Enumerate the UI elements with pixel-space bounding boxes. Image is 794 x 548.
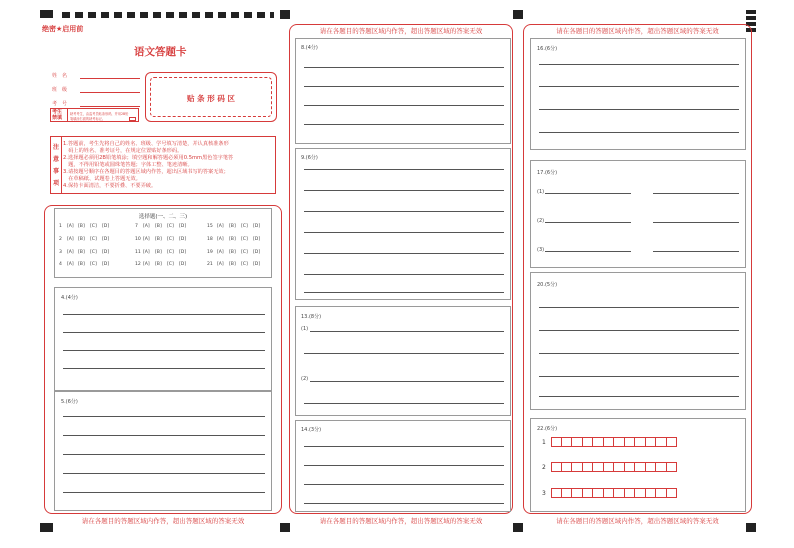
choice-question-number: 1 <box>59 224 62 229</box>
choice-option-bubble[interactable]: [D] <box>253 237 261 242</box>
timing-mark <box>513 10 523 19</box>
question-17-part-3: (3) <box>537 247 545 253</box>
choice-option-bubble[interactable]: [D] <box>102 250 110 255</box>
name-field[interactable] <box>80 78 140 79</box>
choice-option-bubble[interactable]: [D] <box>102 262 110 267</box>
timing-strip <box>62 12 274 18</box>
class-label: 班 级 <box>52 87 68 93</box>
choice-option-bubble[interactable]: [C] <box>90 250 97 255</box>
question-22-grid-3[interactable] <box>551 488 677 498</box>
notes-item: 3.请按题号顺序在各题目的答题区域内作答，超出区域书写的答案无效； <box>63 169 229 175</box>
timing-mark <box>40 10 53 18</box>
question-20-label: 20.(5分) <box>537 282 558 288</box>
question-17-box[interactable] <box>530 160 746 268</box>
choice-option-bubble[interactable]: [C] <box>90 237 97 242</box>
choice-question-number: 19 <box>207 250 213 255</box>
choice-question-number: 2 <box>59 237 62 242</box>
question-5-label: 5.(6分) <box>61 399 78 405</box>
choice-option-bubble[interactable]: [D] <box>253 262 261 267</box>
absent-mark-box[interactable] <box>129 117 136 121</box>
question-13-box[interactable] <box>295 306 511 416</box>
question-17-part-2: (2) <box>537 218 545 224</box>
question-16-label: 16.(6分) <box>537 46 558 52</box>
choice-question-number: 11 <box>135 250 141 255</box>
question-13-label: 13.(8分) <box>301 314 322 320</box>
question-5-box[interactable] <box>54 391 272 511</box>
choice-question-number: 4 <box>59 262 62 267</box>
notes-item: 题，不得用铅笔或圆珠笔答题；字体工整、笔迹清晰。 <box>63 162 193 168</box>
choice-option-bubble[interactable]: [B] <box>78 237 85 242</box>
choice-option-bubble[interactable]: [C] <box>167 237 174 242</box>
choice-option-bubble[interactable]: [A] <box>217 237 224 242</box>
question-22-row-label: 2 <box>542 464 546 471</box>
choice-option-bubble[interactable]: [C] <box>167 262 174 267</box>
choice-option-bubble[interactable]: [C] <box>167 224 174 229</box>
notice-footer: 请在各题目的答题区域内作答，超出答题区域的答案无效 <box>319 517 483 525</box>
choice-option-bubble[interactable]: [A] <box>217 224 224 229</box>
choice-option-bubble[interactable]: [C] <box>167 250 174 255</box>
choice-option-bubble[interactable]: [C] <box>241 224 248 229</box>
choice-option-bubble[interactable]: [D] <box>179 262 187 267</box>
class-field[interactable] <box>80 92 140 93</box>
choice-option-bubble[interactable]: [B] <box>155 250 162 255</box>
choice-option-bubble[interactable]: [A] <box>143 224 150 229</box>
choice-option-bubble[interactable]: [A] <box>217 262 224 267</box>
question-8-box[interactable] <box>295 38 511 144</box>
choice-question-number: 7 <box>135 224 138 229</box>
barcode-label: 贴 条 形 码 区 <box>187 94 235 103</box>
choice-option-bubble[interactable]: [B] <box>155 237 162 242</box>
notes-item: 1.答题前，考生先将自己的姓名、班级、学号填写清楚，并认真核准条形 <box>63 141 229 147</box>
question-4-label: 4.(4分) <box>61 295 78 301</box>
choice-option-bubble[interactable]: [D] <box>253 250 261 255</box>
notes-item: 码上的姓名、准考证号，在规定位置贴好条形码。 <box>63 148 183 154</box>
choice-option-bubble[interactable]: [A] <box>143 262 150 267</box>
question-8-label: 8.(4分) <box>301 45 318 51</box>
forbidden-label: 考生禁填 <box>52 109 63 121</box>
notes-label: 注意事项 <box>53 144 60 187</box>
page-title: 语文答题卡 <box>134 46 187 58</box>
choice-option-bubble[interactable]: [B] <box>229 262 236 267</box>
question-22-row-label: 1 <box>542 439 546 446</box>
question-9-box[interactable] <box>295 148 511 300</box>
choice-question-number: 12 <box>135 262 141 267</box>
question-22-row-label: 3 <box>542 490 546 497</box>
question-13-part-2: (2) <box>301 376 309 382</box>
choice-option-bubble[interactable]: [A] <box>67 262 74 267</box>
choice-option-bubble[interactable]: [C] <box>241 262 248 267</box>
notes-item: 4.保持卡面清洁，不要折叠、不要弄破。 <box>63 183 157 189</box>
notice-header: 请在各题目的答题区域内作答，超出答题区域的答案无效 <box>556 27 719 35</box>
choice-option-bubble[interactable]: [A] <box>67 237 74 242</box>
name-label: 姓 名 <box>52 73 68 79</box>
notes-item: 2.选择题必须用2B铅笔填涂；填空题和解答题必须用0.5mm黑色签字笔答 <box>63 155 234 161</box>
choice-option-bubble[interactable]: [D] <box>253 224 261 229</box>
exam-no-field[interactable] <box>80 106 140 107</box>
choice-option-bubble[interactable]: [C] <box>90 262 97 267</box>
secret-label: 绝密★启用前 <box>42 25 84 33</box>
notice-header: 请在各题目的答题区域内作答，超出答题区域的答案无效 <box>319 27 483 35</box>
choice-option-bubble[interactable]: [B] <box>229 250 236 255</box>
choice-section <box>54 208 272 278</box>
question-20-box[interactable] <box>530 272 746 410</box>
choice-option-bubble[interactable]: [D] <box>102 224 110 229</box>
question-13-part-1: (1) <box>301 326 309 332</box>
choice-title: 选择题(一、二、三) <box>138 214 188 220</box>
choice-option-bubble[interactable]: [D] <box>179 224 187 229</box>
choice-option-bubble[interactable]: [A] <box>143 237 150 242</box>
notes-item: 在草稿纸、试题卷上答题无效。 <box>63 176 141 182</box>
question-16-box[interactable] <box>530 38 746 150</box>
choice-question-number: 15 <box>207 224 213 229</box>
notice-footer: 请在各题目的答题区域内作答，超出答题区域的答案无效 <box>556 517 719 525</box>
choice-option-bubble[interactable]: [B] <box>229 237 236 242</box>
question-22-label: 22.(6分) <box>537 426 558 432</box>
question-14-box[interactable] <box>295 420 511 512</box>
choice-option-bubble[interactable]: [B] <box>78 250 85 255</box>
exam-no-label: 考 号 <box>52 101 68 107</box>
question-22-box[interactable] <box>530 418 746 512</box>
choice-option-bubble[interactable]: [A] <box>67 224 74 229</box>
choice-question-number: 3 <box>59 250 62 255</box>
choice-option-bubble[interactable]: [B] <box>78 262 85 267</box>
choice-question-number: 10 <box>135 237 141 242</box>
choice-option-bubble[interactable]: [B] <box>229 224 236 229</box>
choice-option-bubble[interactable]: [A] <box>67 250 74 255</box>
question-22-grid-1[interactable] <box>551 437 677 447</box>
choice-option-bubble[interactable]: [D] <box>102 237 110 242</box>
question-14-label: 14.(3分) <box>301 427 322 433</box>
choice-option-bubble[interactable]: [B] <box>155 224 162 229</box>
forbidden-box <box>50 108 139 122</box>
choice-question-number: 18 <box>207 237 213 242</box>
timing-mark <box>280 10 290 19</box>
choice-option-bubble[interactable]: [D] <box>179 250 187 255</box>
choice-option-bubble[interactable]: [C] <box>241 250 248 255</box>
choice-option-bubble[interactable]: [A] <box>143 250 150 255</box>
choice-option-bubble[interactable]: [C] <box>90 224 97 229</box>
choice-option-bubble[interactable]: [A] <box>217 250 224 255</box>
question-22-grid-2[interactable] <box>551 462 677 472</box>
question-4-box[interactable] <box>54 287 272 391</box>
question-17-part-1: (1) <box>537 189 545 195</box>
choice-question-number: 21 <box>207 262 213 267</box>
barcode-area <box>145 72 277 122</box>
forbidden-text: 笔填涂右面的缺考标记。 <box>70 117 106 121</box>
notice-footer: 请在各题目的答题区域内作答，超出答题区域的答案无效 <box>81 517 245 525</box>
question-9-label: 9.(6分) <box>301 155 318 161</box>
notes-box <box>50 136 276 194</box>
question-17-label: 17.(6分) <box>537 170 558 176</box>
choice-option-bubble[interactable]: [B] <box>78 224 85 229</box>
forbidden-text: 缺考考生，由监考员贴条形码，并用2B铅 <box>70 112 129 116</box>
timing-mark <box>513 523 523 532</box>
choice-option-bubble[interactable]: [B] <box>155 262 162 267</box>
choice-option-bubble[interactable]: [D] <box>179 237 187 242</box>
choice-option-bubble[interactable]: [C] <box>241 237 248 242</box>
